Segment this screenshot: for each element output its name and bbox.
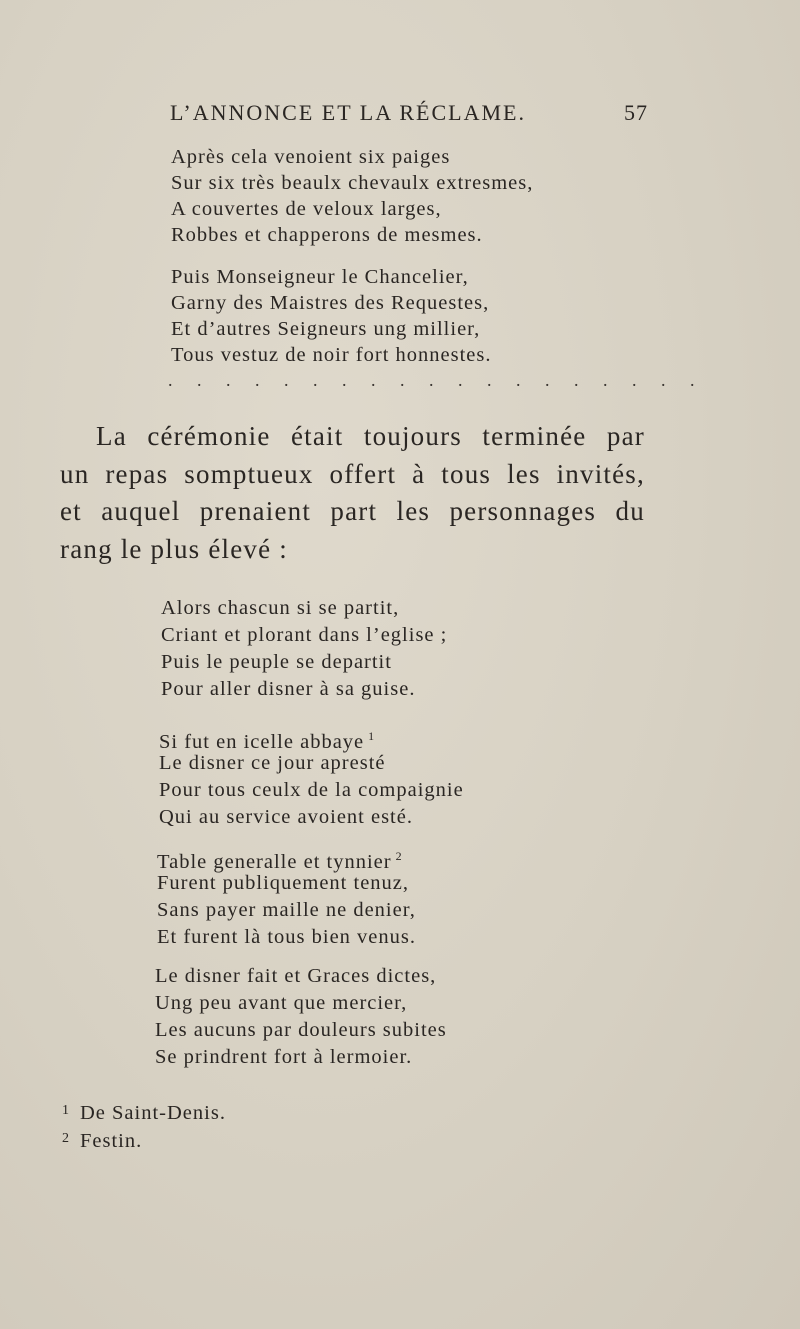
word: cérémonie: [147, 421, 271, 451]
verse-line: Ung peu avant que mercier,: [155, 992, 408, 1014]
verse-line: Criant et plorant dans l’eglise ;: [161, 624, 448, 646]
omission-dots: . . . . . . . . . . . . . . . . . . .: [168, 370, 705, 390]
footnote-reference: 1: [368, 729, 376, 743]
prose-line: [60, 493, 645, 531]
word: prenaient: [199, 496, 312, 526]
verse-text: Table generalle et tynnier: [157, 851, 392, 873]
footnote-text: De Saint-Denis.: [80, 1102, 226, 1124]
word: les: [396, 496, 431, 526]
verse-line: Et furent là tous bien venus.: [157, 926, 417, 948]
word: les: [507, 458, 541, 489]
word: terminée: [482, 421, 587, 451]
running-title: L’ANNONCE ET LA RÉCLAME.: [170, 100, 526, 125]
verse-line: Puis Monseigneur le Chancelier,: [171, 266, 469, 288]
prose-line: [60, 418, 645, 456]
verse-text: Si fut en icelle abbaye: [159, 731, 365, 753]
word: La: [96, 421, 127, 451]
verse-line: [157, 843, 416, 873]
footnote-mark: 1: [62, 1103, 70, 1118]
running-head: [170, 100, 648, 128]
verse-line: Pour tous ceulx de la compaignie: [159, 779, 464, 801]
verse-line: Le disner fait et Graces dictes,: [155, 965, 437, 987]
word: auquel: [101, 496, 181, 526]
word: invités,: [556, 458, 645, 489]
footnote-text: Festin.: [80, 1130, 143, 1152]
verse-line: Robbes et chapperons de mesmes.: [171, 224, 483, 246]
footnote: [62, 1125, 226, 1153]
word: offert: [329, 458, 397, 489]
verse-line: Le disner ce jour apresté: [159, 752, 386, 774]
word: tous: [441, 458, 492, 489]
word: et: [60, 496, 82, 526]
word: toujours: [363, 421, 462, 451]
verse-line: Qui au service avoient esté.: [159, 806, 413, 828]
verse-line: Tous vestuz de noir fort honnestes.: [171, 344, 492, 366]
verse-line: Pour aller disner à sa guise.: [161, 678, 416, 700]
verse-line: Après cela venoient six paiges: [171, 146, 451, 168]
word: repas: [105, 458, 169, 489]
verse-line: Se prindrent fort à lermoier.: [155, 1046, 413, 1068]
verse-line: Puis le peuple se departit: [161, 651, 392, 673]
verse-stanza: [159, 723, 464, 831]
word: du: [615, 496, 645, 526]
prose-line: [60, 456, 645, 494]
verse-line: A couvertes de veloux larges,: [171, 198, 442, 220]
word: personnages: [449, 496, 597, 526]
verse-line: Furent publiquement tenuz,: [157, 872, 410, 894]
verse-line: Sur six très beaulx chevaulx extresmes,: [171, 172, 534, 194]
footnote-reference: 2: [395, 849, 403, 863]
verse-line: [159, 723, 464, 753]
verse-line: Garny des Maistres des Requestes,: [171, 292, 490, 314]
footnote: [62, 1097, 226, 1125]
footnotes: [62, 1097, 226, 1153]
word: par: [606, 421, 645, 451]
footnote-mark: 2: [62, 1131, 70, 1146]
verse-stanza: [157, 843, 416, 951]
prose-paragraph: [60, 418, 645, 568]
page-number: 57: [624, 100, 648, 125]
word: à: [412, 458, 426, 489]
verse-line: Et d’autres Seigneurs ung millier,: [171, 318, 481, 340]
word: part: [330, 496, 378, 526]
verse-stanza: [171, 264, 492, 368]
verse-line: Sans payer maille ne denier,: [157, 899, 416, 921]
word: somptueux: [184, 458, 314, 489]
prose-line: rang le plus élevé :: [60, 533, 288, 564]
word: était: [290, 421, 344, 451]
verse-line: Alors chascun si se partit,: [161, 597, 400, 619]
verse-stanza: [155, 963, 447, 1071]
verse-line: Les aucuns par douleurs subites: [155, 1019, 447, 1041]
word: un: [60, 458, 90, 489]
verse-stanza: [171, 144, 533, 248]
verse-stanza: [161, 595, 447, 703]
